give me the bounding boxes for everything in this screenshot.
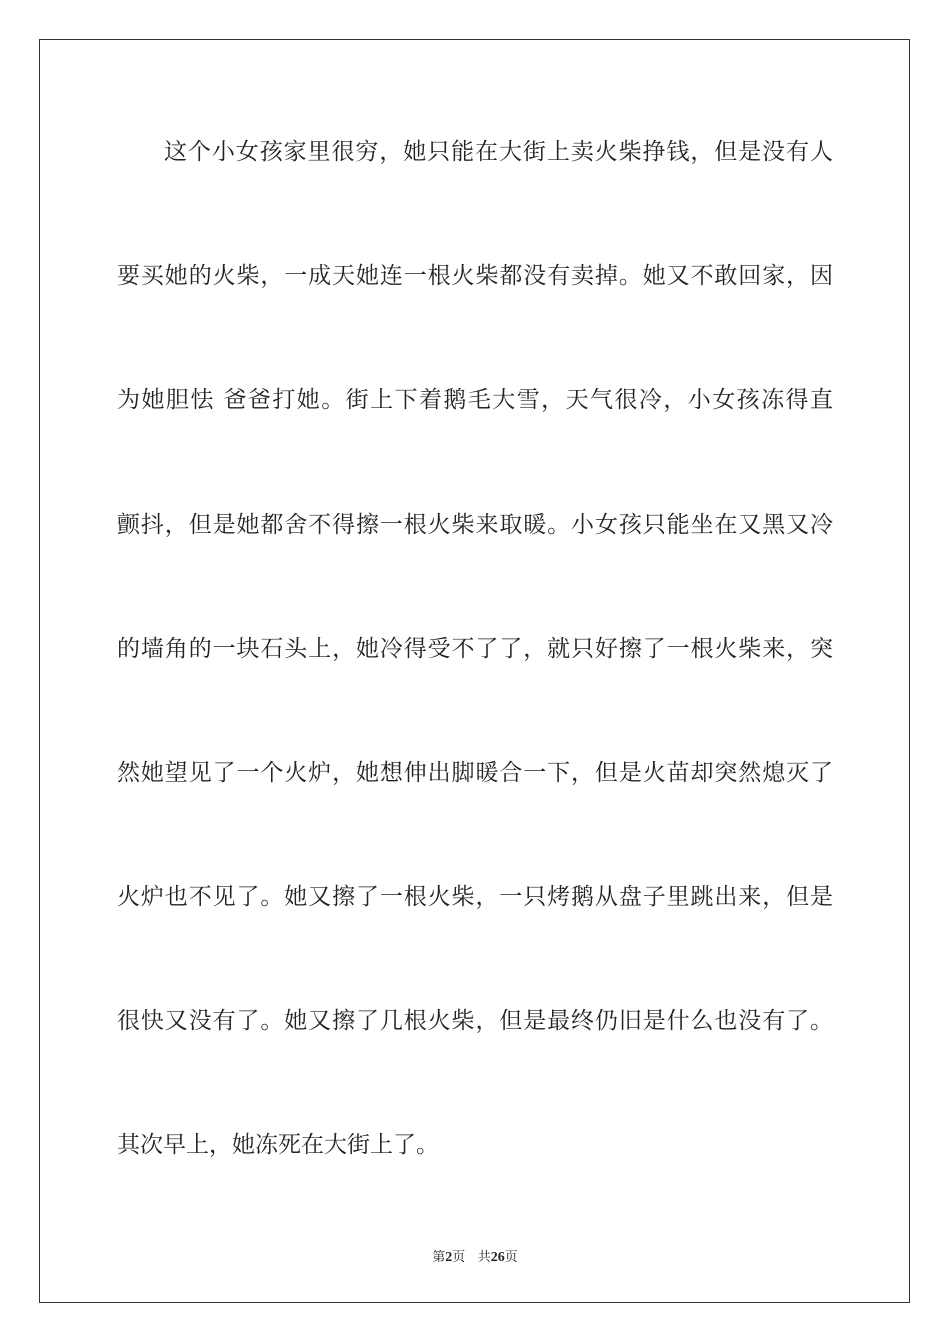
page-number: 2 <box>445 1250 453 1265</box>
paragraph-line-1: 这个小女孩家里很穷，她只能在大街上卖火柴挣钱，但是没有人 <box>164 139 833 165</box>
paragraph-line-7: 火炉也不见了。她又擦了一根火柴，一只烤鹅从盘子里跳出来，但是 <box>117 884 833 910</box>
paragraph-line-8: 很快又没有了。她又擦了几根火柴，但是最终仍旧是什么也没有了。 <box>117 1008 833 1034</box>
paragraph-line-3: 为她胆怯 爸爸打她。街上下着鹅毛大雪，天气很冷，小女孩冻得直 <box>117 387 833 413</box>
paragraph-line-4: 颤抖，但是她都舍不得擦一根火柴来取暖。小女孩只能坐在又黑又冷 <box>117 512 833 538</box>
total-suffix: 页 <box>504 1250 518 1265</box>
total-pages: 26 <box>490 1250 505 1265</box>
page-border <box>39 39 910 1303</box>
paragraph-line-5: 的墙角的一块石头上，她冷得受不了了，就只好擦了一根火柴来，突 <box>117 636 833 662</box>
paragraph-line-6: 然她望见了一个火炉，她想伸出脚暖合一下，但是火苗却突然熄灭了 <box>117 760 833 786</box>
paragraph-line-2: 要买她的火柴，一成天她连一根火柴都没有卖掉。她又不敢回家，因 <box>117 263 833 289</box>
page-suffix: 页 <box>452 1250 466 1265</box>
page-footer <box>0 1246 950 1266</box>
paragraph-line-9: 其次早上，她冻死在大街上了。 <box>117 1132 439 1158</box>
total-prefix: 共 <box>477 1250 491 1265</box>
page-prefix: 第 <box>432 1250 446 1265</box>
